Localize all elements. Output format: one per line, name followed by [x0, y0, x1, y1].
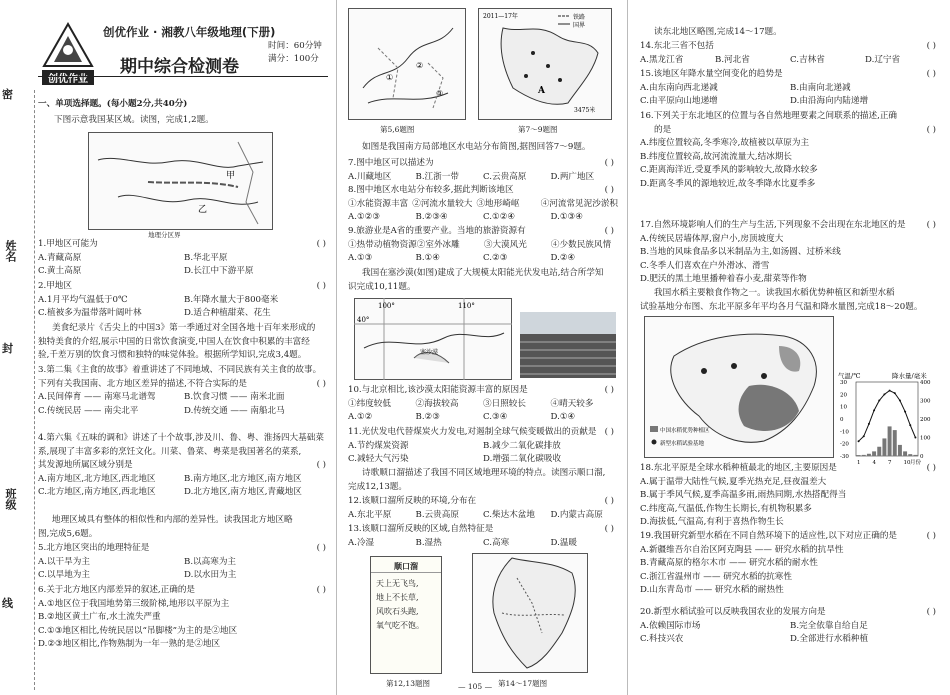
- page-title: 期中综合检测卷: [120, 57, 239, 77]
- question-11: 11.光伏发电代替煤炭火力发电,对遏制全球气候变暖做出的贡献是 ( ) A.节约煤炭资源 B.减少二氧化碳排放 C.减轻大气污染 D.增强二氧化碳吸收: [348, 427, 614, 465]
- svg-text:2011—17年: 2011—17年: [483, 13, 518, 20]
- temperature-point: [909, 424, 911, 426]
- map-region-1: [88, 132, 273, 239]
- intro-12-13: 诗歌顺口溜描述了我国不同区域地理环境的特点。读图示顺口溜, 完成12,13题。: [348, 468, 606, 492]
- temp-tick: 20: [840, 392, 847, 399]
- caption-7-9: 第7～9题图: [518, 125, 558, 134]
- margin-label-seal: 密: [2, 88, 13, 101]
- temp-tick: 10: [840, 404, 847, 411]
- question-19: 19.我国研究新型水稻在不同自然环境下的适应性,以下对应正确的是 ( ) A.新疆维吾尔自治区阿克陶县 —— 研究水稻的抗旱性 B.青藏高原的格尔木市 —— 研究水稻的耐水性 C.浙江省温州市 —— 研究水稻的抗寒性 D.山东青岛市 —— 研究水稻的耐热性: [640, 531, 936, 596]
- intro-18-20: 我国水稻主要粮食作物之一。读我国水稻优势种植区和新型水稻 试验基地分布图、东北平原多年平均各月气温和降水量图,完成18～20题。: [640, 288, 923, 312]
- logo: [42, 22, 94, 85]
- question-6: 6.关于北方地区内部差异的叙述,正确的是 ( ) A.①地区位于我国地势第三级阶梯,地形以平原为主 B.②地区黄土广布,水土流失严重 C.①③地区相比,传统民居以“吊脚楼”为主的是②地区 D.②③地区相比,作物熟制为一年一熟的是②地区: [38, 585, 326, 650]
- caption-5-6: 第5,6题图: [380, 125, 415, 134]
- temperature-point: [878, 400, 880, 402]
- question-17: 17.自然环境影响人们的生产与生活,下列现象不会出现在东北地区的是 ( ) A.传统民居墙体厚,窗户小,房顶坡度大 B.当地的风味食品多以米制品为主,如汤圆、过桥米线 C.冬季人们喜欢在户外滑冰、滑雪 D.肥沃的黑土地里播种着春小麦,甜菜等作物: [640, 220, 936, 285]
- temp-tick: -10: [840, 429, 849, 436]
- question-9: 9.旅游业是A省的重要产业。当地的旅游资源有 ( ) ①热带动植物资源 ②室外冰雕 ③大漠风光 ④少数民族风情 A.①③ B.①④ C.②③ D.②④: [348, 226, 614, 264]
- question-5: 5.北方地区突出的地理特征是 ( ) A.以干旱为主 B.以高寒为主 C.以旱地为主 D.以水田为主: [38, 543, 326, 581]
- svg-text:②: ②: [416, 61, 424, 70]
- svg-text:塞沙漠: 塞沙漠: [420, 349, 439, 356]
- climate-chart: [838, 370, 938, 468]
- question-1: 1.甲地区可能为 ( ) A.青藏高原 B.华北平原 C.黄土高原 D.长江中下游平原: [38, 239, 326, 277]
- precip-bar: [908, 454, 912, 456]
- month-tick: 7: [888, 460, 892, 466]
- map-south-china: [478, 8, 612, 120]
- question-20: 20.新型水稻试验可以反映我国农业的发展方向是 ( ) A.依赖国际市场 B.完全依靠自给自足 C.科技兴农 D.全部进行水稻种植: [640, 607, 936, 645]
- precip-bar: [857, 455, 861, 456]
- poem-line: 地上不长草,: [376, 593, 419, 602]
- plot-frame: [856, 382, 918, 456]
- question-2: 2.甲地区 ( ) A.1月平均气温低于0℃ B.年降水量大于800毫米 C.植被多为温带落叶阔叶林 D.适合种植甜菜、花生: [38, 281, 326, 319]
- column-1: [8, 0, 330, 695]
- precip-bar: [862, 455, 866, 456]
- precip-bar: [893, 430, 897, 456]
- intro-7-9: 如图是我国南方局部地区水电站分布简图,据图回答7～9题。: [362, 142, 591, 152]
- question-7: 7.图中地区可以描述为 ( ) A.川藏地区 B.江浙一带 C.云贵高原 D.两广地区: [348, 158, 614, 182]
- temperature-point: [904, 411, 906, 413]
- poem-line: 风吹石头跑,: [376, 607, 419, 616]
- map1-label-yi: 乙: [198, 205, 208, 215]
- temperature-point: [863, 435, 865, 437]
- question-4: 4.第六集《五味的调和》讲述了十个故事,涉及川、鲁、粤、淮扬四大基础菜 系,展现了丰富多彩的烹饪文化。川菜、鲁菜、粤菜是我国著名的菜系, 其发源地所属区域分别是 ( ) A.南方地区,北方地区,西北地区 B.南方地区,北方地区,南方地区 C.北方地区,南方地区,西北地区 D.北方地区,南方地区,青藏地区: [38, 433, 326, 498]
- caption-14-17: 第14～17题图: [498, 679, 548, 688]
- question-16: 16.下列关于东北地区的位置与各自然地理要素之间联系的描述,正确 的是 ( ) A.纬度位置较高,冬季寒冷,故植被以草原为主 B.纬度位置较高,故河流流量大,结冰期长 C.距离海洋近,受夏季风的影响较大,故降水较多 D.距离冬季风的源地较近,故冬季降水比夏季多: [640, 111, 936, 189]
- precip-bar: [888, 426, 892, 456]
- temperature-point: [873, 409, 875, 411]
- column-2: [340, 0, 620, 695]
- temperature-point: [858, 440, 860, 442]
- month-unit: 月份: [910, 460, 922, 466]
- logo-text: 创优作业: [42, 70, 94, 85]
- temp-axis-label: 气温/℃: [838, 372, 861, 380]
- precip-axis-label: 降水量/毫米: [892, 372, 927, 380]
- temp-tick: -20: [840, 441, 849, 448]
- series-title: 创优作业 · 湘教八年级地理(下册): [103, 25, 276, 39]
- month-tick: 4: [872, 460, 876, 466]
- poem-line: 天上无飞鸟,: [376, 579, 419, 588]
- intro-14-17: 读东北地区略图,完成14～17题。: [654, 27, 782, 37]
- svg-text:110°: 110°: [458, 302, 475, 310]
- intro-10-11: 我国在塞沙漠(如图)建成了大规模太阳能光伏发电站,结合所学知 识完成10,11题。: [348, 268, 604, 292]
- column-3: [632, 0, 942, 695]
- svg-text:①: ①: [386, 73, 394, 82]
- intro-1-2: 下图示意我国某区域。读图，完成1,2题。: [54, 115, 214, 125]
- exam-time: 时间：60分钟: [268, 41, 322, 51]
- question-3: 3.第二集《主食的故事》着重讲述了不同地域、不同民族有关主食的故事。 下列有关我国南、北方地区差异的描述,不符合实际的是 ( ) A.民间俸育 —— 南寒马北谱驾 B.饮食习惯 —— 南米北面 C.传统民居 —— 南尖北平 D.传统交通 —— 南船北马: [38, 365, 326, 416]
- exam-score: 满分：100分: [268, 54, 319, 64]
- caption-12-13: 第12,13题图: [386, 679, 430, 688]
- temp-tick: 0: [840, 417, 844, 423]
- temperature-point: [868, 423, 870, 425]
- temperature-line: [859, 391, 916, 442]
- temperature-point: [889, 390, 891, 392]
- temperature-point: [914, 437, 916, 439]
- margin-label-class: 班级: [4, 488, 17, 510]
- map-desert: [354, 298, 512, 380]
- question-15: 15.该地区年降水量空间变化的趋势是 ( ) A.由东南向西北递减 B.由南向北递减 C.由平原向山地递增 D.由沿海向内陆递增: [640, 69, 936, 107]
- svg-text:100°: 100°: [378, 302, 395, 310]
- precip-tick: 0: [920, 454, 924, 460]
- temperature-point: [899, 400, 901, 402]
- question-8: 8.图中地区水电站分布较多,据此判断该地区 ( ) ①水能资源丰富 ②河流水量较大 ③地形崎岖 ④河流常见泥沙淤积 A.①②③ B.②③④ C.①②④ D.①③④: [348, 185, 619, 223]
- page-number: — 105 —: [458, 682, 493, 691]
- svg-text:3475米: 3475米: [574, 107, 596, 114]
- precip-tick: 400: [920, 380, 931, 386]
- svg-text:铁路: 铁路: [573, 14, 586, 21]
- temperature-point: [894, 392, 896, 394]
- question-10: 10.与北京相比,该沙漠太阳能资源丰富的原因是 ( ) ①纬度较低 ②海拔较高 ③日照较长 ④晴天较多 A.①② B.②③ C.③④ D.①④: [348, 385, 614, 423]
- precip-bar: [872, 451, 876, 456]
- map-rice-regions: [644, 316, 834, 458]
- svg-text:③: ③: [436, 89, 444, 98]
- month-tick: 1: [857, 460, 861, 466]
- map-northeast: [472, 553, 588, 673]
- precip-bar: [913, 455, 917, 456]
- intro-3-4: 美食纪录片《舌尖上的中国3》第一季通过对全国各地十百年来形成的 独特美食的介绍,展示中国的日常饮食演变,中国人在饮食中积累的丰富经 验,千差万别的饮食习惯和独特的味觉体验。根据所学知识,完成3,4题。: [38, 323, 316, 361]
- svg-text:国界: 国界: [573, 22, 586, 29]
- precip-bar: [877, 447, 881, 456]
- svg-text:新型水稻试验基地: 新型水稻试验基地: [660, 441, 705, 447]
- poem-card: [370, 556, 442, 674]
- temp-tick: 30: [840, 380, 847, 386]
- precip-tick: 100: [920, 435, 931, 442]
- intro-5-6: 地理区域具有整体的相似性和内部的差异性。读我国北方地区略 图,完成5,6题。: [38, 515, 293, 539]
- svg-text:A: A: [538, 86, 545, 96]
- map1-legend: 地理分区界: [148, 231, 181, 239]
- poem-line: 氧气吃不饱。: [376, 621, 424, 630]
- margin-label-name: 姓名: [4, 240, 17, 262]
- precip-bar: [898, 445, 902, 456]
- precip-bar: [867, 454, 871, 456]
- precip-tick: 300: [920, 398, 931, 405]
- temp-tick: -30: [840, 454, 849, 460]
- svg-text:40°: 40°: [357, 316, 370, 324]
- month-tick: 10: [903, 460, 911, 466]
- temperature-point: [883, 393, 885, 395]
- margin-label-line: 线: [2, 597, 13, 610]
- question-18: 18.东北平原是全球水稻种植最北的地区,主要原因是 ( ) A.属于温带大陆性气候,夏季光热充足,昼夜温差大 B.属于季风气候,夏季高温多雨,雨热同期,水热搭配得当 C.纬度高,气温低,作物生长期长,有机物积累多 D.海拔低,气温高,有利于喜热作物生长: [640, 463, 936, 528]
- map-north-china: [348, 8, 466, 120]
- section-title: 一、单项选择题。(每小题2分,共40分): [38, 99, 188, 109]
- precip-bar: [903, 451, 907, 456]
- question-13: 13.该顺口溜所反映的区域,自然特征是 ( ) A.冷湿 B.湿热 C.高寒 D.温暖: [348, 524, 614, 548]
- margin-label-seal2: 封: [2, 342, 13, 355]
- poem-title: 顺口溜: [371, 561, 441, 573]
- map1-label-jia: 甲: [226, 171, 236, 181]
- svg-text:中国水稻优势种植区: 中国水稻优势种植区: [660, 428, 710, 434]
- question-14: 14.东北三省不包括 ( ) A.黑龙江省 B.河北省 C.吉林省 D.辽宁省: [640, 41, 936, 65]
- solar-panel-photo: [520, 312, 616, 378]
- precip-tick: 200: [920, 417, 931, 423]
- precip-bar: [882, 438, 886, 456]
- question-12: 12.该顺口溜所反映的环境,分布在 ( ) A.东北平原 B.云贵高原 C.柴达木盆地 D.内蒙古高原: [348, 496, 614, 520]
